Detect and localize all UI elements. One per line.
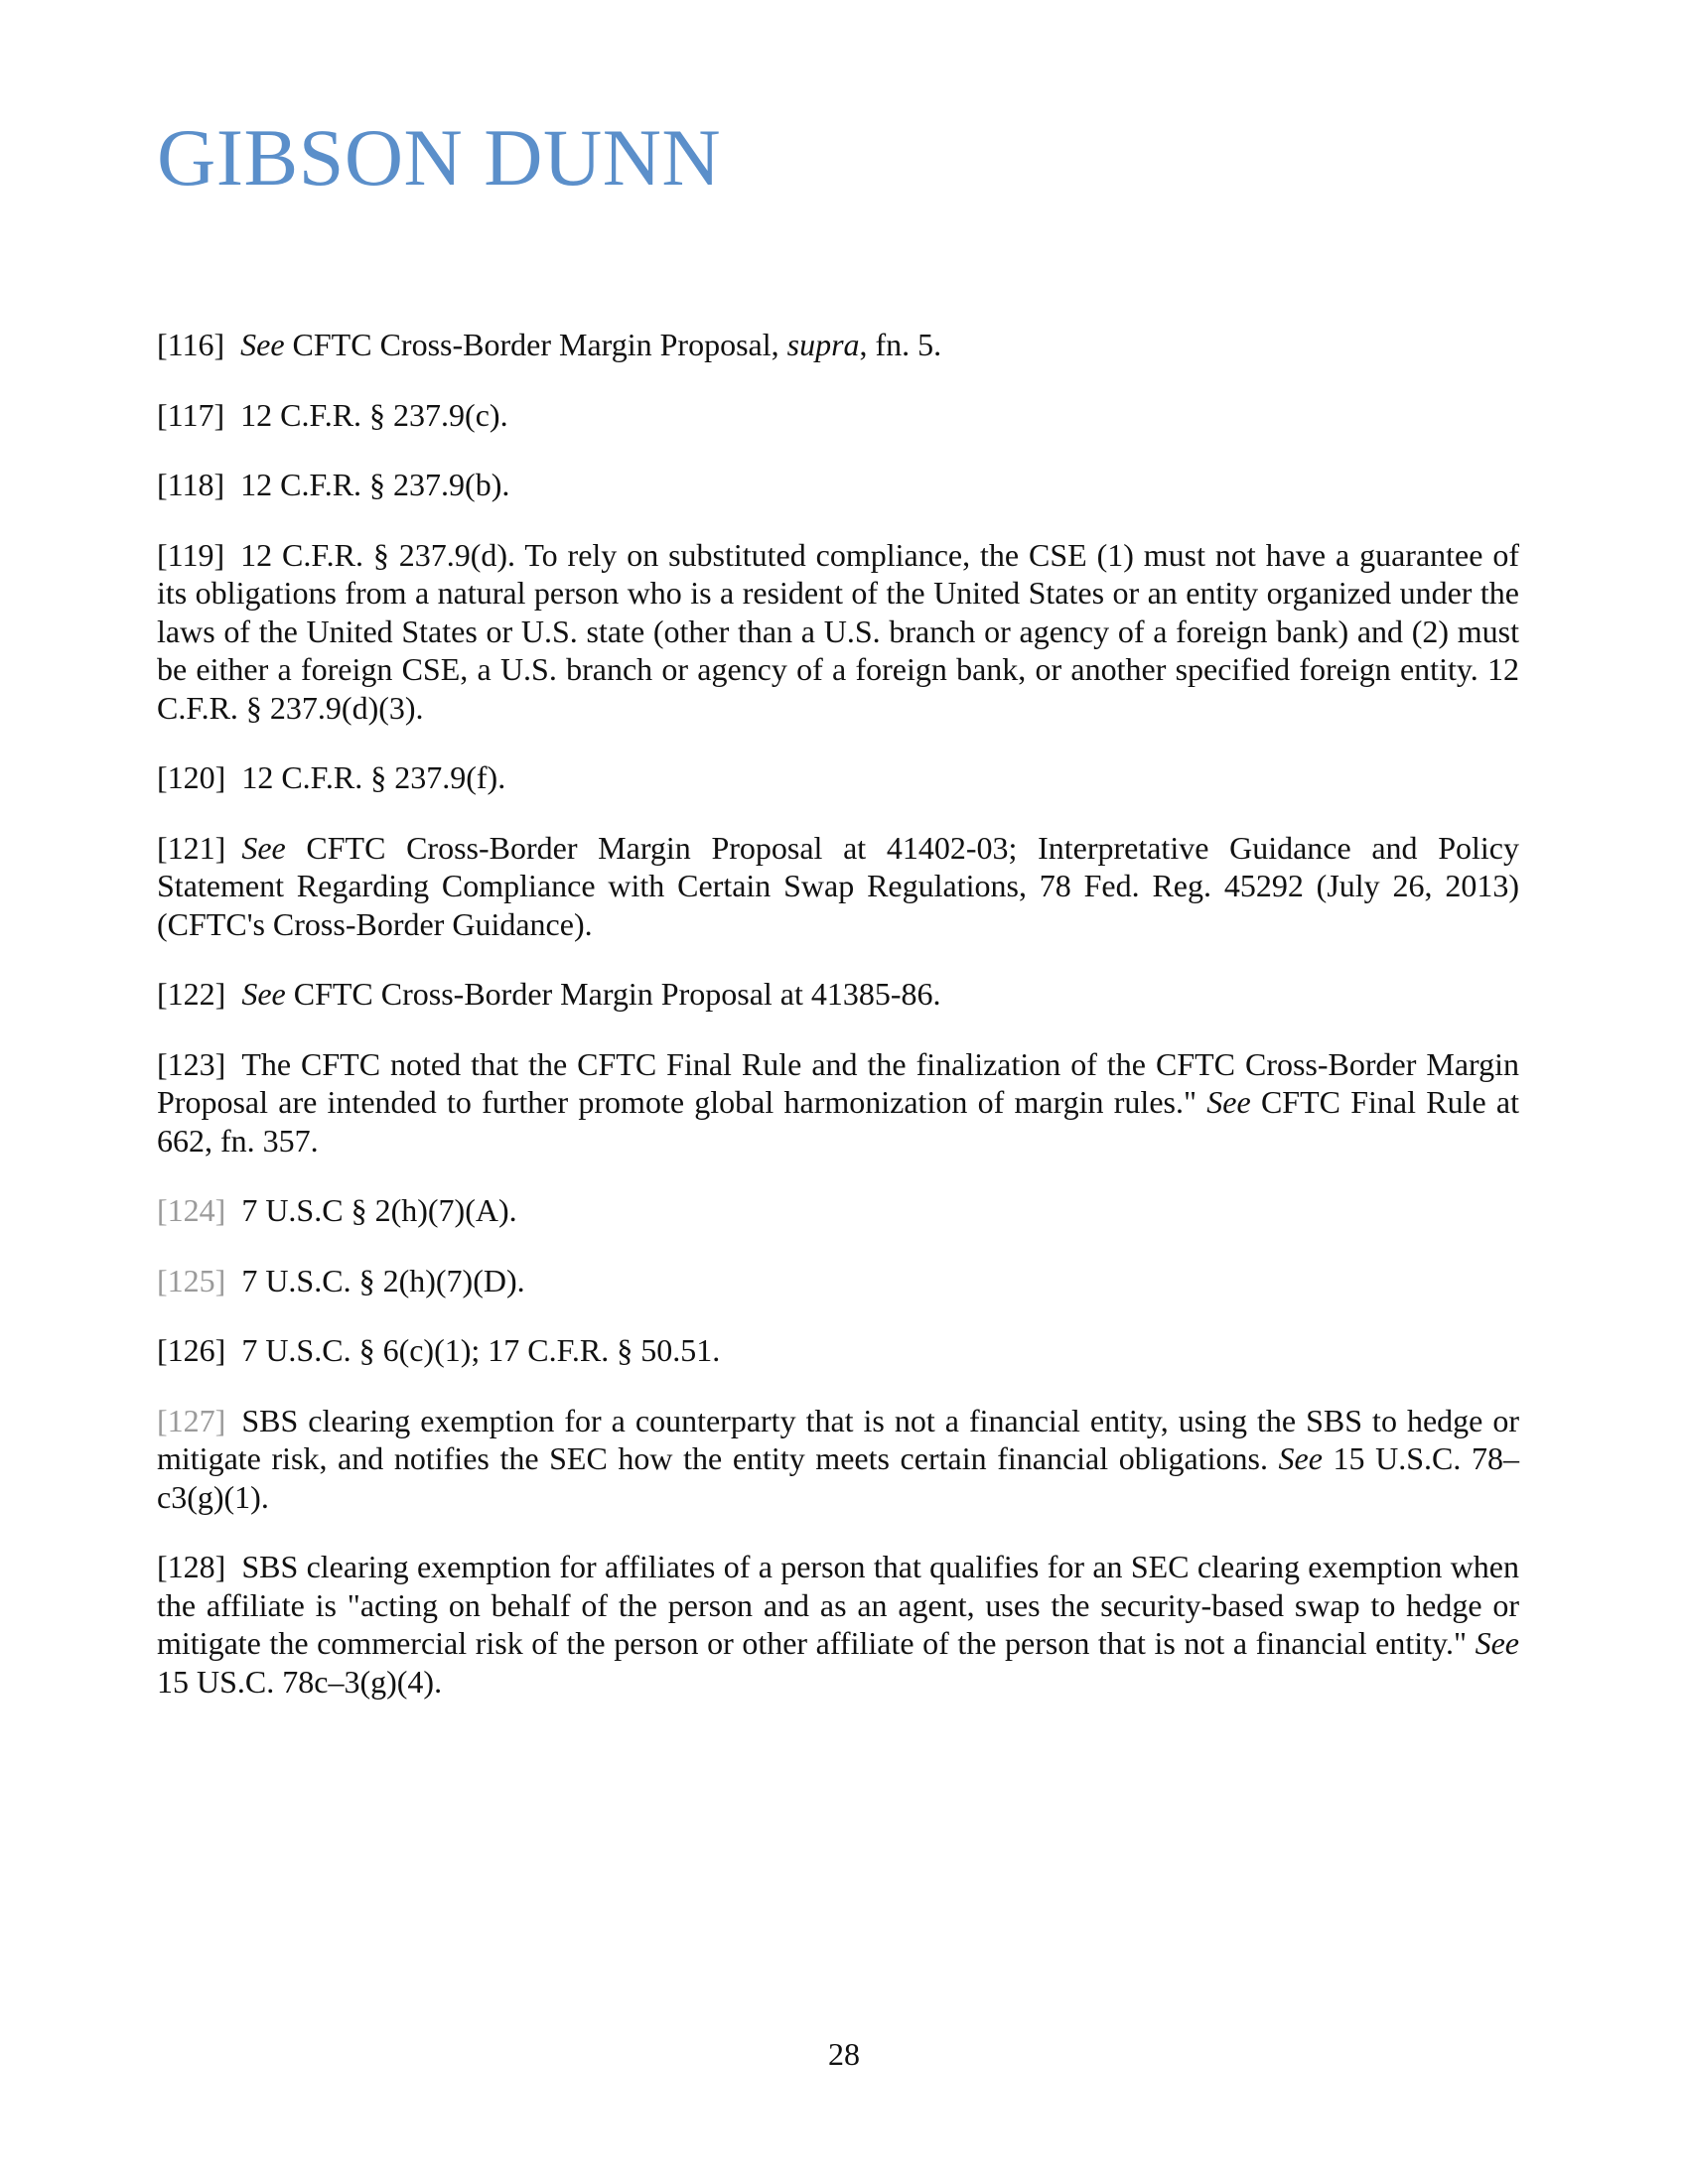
footnote-number: [123]	[157, 1045, 226, 1082]
footnote-italic-text: See	[241, 976, 286, 1012]
footnote-italic-text: supra	[786, 327, 860, 362]
footnote-text: 12 C.F.R. § 237.9(b).	[240, 467, 510, 502]
footnote	[157, 536, 1519, 728]
footnote-number: [118]	[157, 467, 225, 502]
footnote-number: [117]	[157, 396, 225, 433]
footnote-text: 7 U.S.C. § 6(c)(1); 17 C.F.R. § 50.51.	[241, 1332, 721, 1368]
footnote-text: SBS clearing exemption for a counterparty that is not a financial entity, using the SBS to hedge or mitigate risk, and notifies the SEC how the entity meets certain financial obligations.	[157, 1402, 1519, 1476]
footnote	[157, 758, 1519, 797]
footnote-number: [128]	[157, 1549, 226, 1584]
footnote-italic-text: See	[1278, 1440, 1323, 1476]
footnote-number: [125]	[157, 1262, 226, 1298]
footnote	[157, 1262, 1519, 1300]
footnote-text: 7 U.S.C. § 2(h)(7)(D).	[241, 1262, 525, 1298]
footnote	[157, 466, 1519, 504]
footnote-text: , fn. 5.	[859, 327, 942, 362]
footnote-number: [121]	[157, 829, 226, 866]
footnote	[157, 326, 1519, 364]
page-number: 28	[828, 2036, 860, 2072]
footnote	[157, 829, 1519, 944]
footnote-list	[157, 326, 1519, 1732]
footnote	[157, 1045, 1519, 1160]
footnote-number: [126]	[157, 1332, 226, 1368]
footnote-text: CFTC Cross-Border Margin Proposal at 41402-03; Interpretative Guidance and Policy Statement Regarding Compliance with Certain Swap Regulations, 78 Fed. Reg. 45292 (July 26, 2013) (CFTC's Cross-Border Guidance).	[157, 829, 1519, 942]
footnote	[157, 1548, 1519, 1701]
footnote-italic-text: See	[1206, 1084, 1251, 1120]
footnote-number: [122]	[157, 976, 226, 1012]
footnote-text: The CFTC noted that the CFTC Final Rule and the finalization of the CFTC Cross-Border Margin Proposal are intended to further promote global harmonization of margin rules."	[157, 1045, 1519, 1120]
footnote-text: 15 US.C. 78c–3(g)(4).	[157, 1663, 443, 1700]
footnote-text: CFTC Cross-Border Margin Proposal,	[284, 327, 787, 362]
footnote-text: 12 C.F.R. § 237.9(f).	[241, 759, 506, 795]
footnote-text: CFTC Cross-Border Margin Proposal at 41385-86.	[285, 976, 941, 1012]
footnote-text: 12 C.F.R. § 237.9(c).	[240, 396, 508, 433]
footnote-text: CFTC Final Rule at 662, fn. 357.	[157, 1084, 1520, 1159]
footnote-text: 7 U.S.C § 2(h)(7)(A).	[241, 1192, 517, 1228]
footnote-text: 12 C.F.R. § 237.9(d). To rely on substituted compliance, the CSE (1) must not have a guarantee of its obligations from a natural person who is a resident of the United States or an entity organized under the laws of the United States or U.S. state (other than a U.S. branch or agency of a foreign bank) and (2) must be either a foreign CSE, a U.S. branch or agency of a foreign bank, or another specified foreign entity. 12 C.F.R. § 237.9(d)(3).	[157, 536, 1519, 726]
footnote-text: SBS clearing exemption for affiliates of a person that qualifies for an SEC clearing exemption when the affiliate is "acting on behalf of the person and as an agent, uses the security-based swap to hedge or mitigate the commercial risk of the person or other affiliate of the person that is not a financial entity."	[157, 1549, 1519, 1661]
footnote-number: [120]	[157, 759, 226, 795]
gibson-dunn-logo: GIBSON DUNN	[157, 112, 722, 203]
footnote-number: [124]	[157, 1192, 226, 1228]
footnote-number: [127]	[157, 1402, 226, 1438]
footnote-italic-text: See	[240, 327, 285, 362]
footnote	[157, 975, 1519, 1014]
footnote-italic-text: See	[1475, 1625, 1519, 1661]
footnote-text: 15 U.S.C. 78–c3(g)(1).	[157, 1440, 1520, 1515]
footnote-number: [119]	[157, 536, 225, 573]
footnote	[157, 1331, 1519, 1370]
footnote	[157, 396, 1519, 435]
footnote-italic-text: See	[241, 829, 286, 866]
footnote	[157, 1402, 1519, 1517]
footnote	[157, 1191, 1519, 1230]
footnote-number: [116]	[157, 327, 225, 362]
